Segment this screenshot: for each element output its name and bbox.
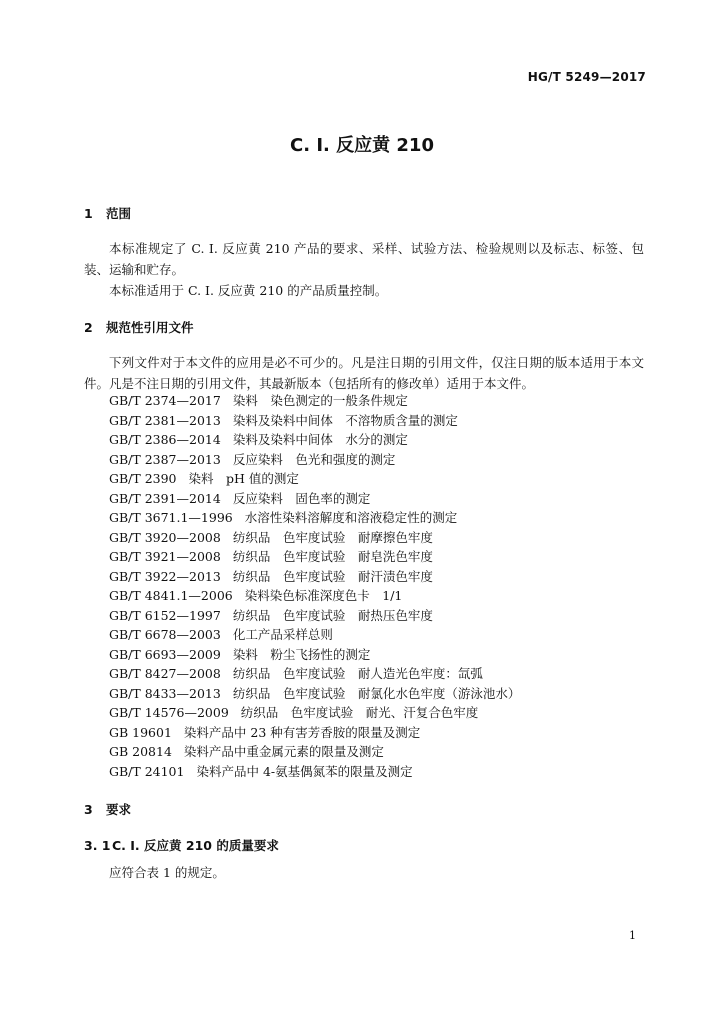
reference-code: GB/T 4841.1—2006 xyxy=(109,588,233,603)
reference-item xyxy=(109,450,520,470)
reference-code: GB/T 3920—2008 xyxy=(109,529,221,545)
reference-item xyxy=(109,703,520,723)
reference-code: GB/T 3671.1—1996 xyxy=(109,510,233,525)
reference-item xyxy=(109,547,520,567)
reference-title: 染料及染料中间体 水分的测定 xyxy=(232,432,408,447)
section-3-1-title: C. I. 反应黄 210 的质量要求 xyxy=(112,838,279,853)
reference-item xyxy=(109,567,520,587)
reference-code: GB/T 3922—2013 xyxy=(109,568,221,584)
section-2-heading xyxy=(84,318,194,336)
reference-item xyxy=(109,508,520,528)
reference-title: 染料产品中 23 种有害芳香胺的限量及测定 xyxy=(183,724,421,740)
reference-title: 纺织品 色牢度试验 耐热压色牢度 xyxy=(232,607,433,623)
reference-title: 染料及染料中间体 不溶物质含量的测定 xyxy=(232,412,458,428)
reference-title: 反应染料 色光和强度的测定 xyxy=(232,451,396,467)
reference-code: GB 19601 xyxy=(109,724,172,740)
reference-item xyxy=(109,742,520,762)
reference-item xyxy=(109,645,520,665)
document-title: C. I. 反应黄 210 xyxy=(290,135,434,156)
reference-item xyxy=(109,762,520,782)
reference-code: GB/T 2374—2017 xyxy=(109,393,221,408)
section-1-paragraph-1: 本标准规定了 C. I. 反应黄 210 产品的要求、采样、试验方法、检验规则以及标志、标签、包装、运输和贮存。 xyxy=(84,241,644,277)
reference-item xyxy=(109,684,520,704)
section-1-paragraph-2: 本标准适用于 C. I. 反应黄 210 的产品质量控制。 xyxy=(109,283,388,298)
section-2-intro: 下列文件对于本文件的应用是必不可少的。凡是注日期的引用文件，仅注日期的版本适用于本文件。凡是不注日期的引用文件，其最新版本（包括所有的修改单）适用于本文件。 xyxy=(84,355,644,391)
reference-title: 纺织品 色牢度试验 耐氯化水色牢度（游泳池水） xyxy=(232,685,521,701)
reference-title: 化工产品采样总则 xyxy=(232,627,333,642)
reference-item xyxy=(109,391,520,411)
reference-code: GB/T 2381—2013 xyxy=(109,412,221,428)
reference-code: GB/T 2390 xyxy=(109,471,177,486)
reference-item xyxy=(109,606,520,626)
reference-title: 染料 染色测定的一般条件规定 xyxy=(232,393,408,408)
section-3-1-text: 应符合表 1 的规定。 xyxy=(109,865,225,880)
reference-code: GB/T 2386—2014 xyxy=(109,432,221,447)
reference-title: 纺织品 色牢度试验 耐光、汗复合色牢度 xyxy=(240,705,479,720)
reference-title: 染料产品中重金属元素的限量及测定 xyxy=(183,744,384,759)
reference-title: 染料产品中 4-氨基偶氮苯的限量及测定 xyxy=(196,763,413,779)
reference-item xyxy=(109,469,520,489)
page-number: 1 xyxy=(629,929,636,942)
reference-title: 纺织品 色牢度试验 耐人造光色牢度：氙弧 xyxy=(232,666,483,681)
reference-code: GB/T 8433—2013 xyxy=(109,685,221,701)
reference-item xyxy=(109,625,520,645)
section-3-number: 3 xyxy=(84,802,93,817)
section-3-title: 要求 xyxy=(106,802,132,817)
reference-title: 染料 粉尘飞扬性的测定 xyxy=(232,646,371,662)
reference-title: 染料 pH 值的测定 xyxy=(188,471,299,486)
reference-code: GB/T 6152—1997 xyxy=(109,607,221,623)
section-1-number: 1 xyxy=(84,206,93,221)
reference-title: 纺织品 色牢度试验 耐汗渍色牢度 xyxy=(232,568,433,584)
reference-title: 纺织品 色牢度试验 耐摩擦色牢度 xyxy=(232,529,433,545)
section-2-title: 规范性引用文件 xyxy=(106,320,194,335)
reference-code: GB/T 3921—2008 xyxy=(109,549,221,564)
section-3-heading xyxy=(84,800,131,818)
reference-title: 纺织品 色牢度试验 耐皂洗色牢度 xyxy=(232,549,433,564)
reference-code: GB/T 24101 xyxy=(109,763,185,779)
reference-item xyxy=(109,723,520,743)
reference-code: GB/T 6678—2003 xyxy=(109,627,221,642)
reference-list xyxy=(109,391,520,781)
reference-item xyxy=(109,411,520,431)
reference-item xyxy=(109,528,520,548)
reference-code: GB/T 2387—2013 xyxy=(109,451,221,467)
section-3-1-number: 3. 1 xyxy=(84,838,111,853)
reference-code: GB/T 14576—2009 xyxy=(109,705,229,720)
reference-title: 水溶性染料溶解度和溶液稳定性的测定 xyxy=(244,510,458,525)
reference-item xyxy=(109,489,520,509)
reference-title: 反应染料 固色率的测定 xyxy=(232,490,371,506)
reference-item xyxy=(109,586,520,606)
reference-item xyxy=(109,430,520,450)
reference-code: GB/T 8427—2008 xyxy=(109,666,221,681)
standard-code: HG/T 5249—2017 xyxy=(527,70,646,84)
section-1-title: 范围 xyxy=(106,206,132,221)
reference-code: GB/T 2391—2014 xyxy=(109,490,221,506)
section-1-heading xyxy=(84,204,131,222)
reference-code: GB/T 6693—2009 xyxy=(109,646,221,662)
reference-item xyxy=(109,664,520,684)
reference-code: GB 20814 xyxy=(109,744,172,759)
section-2-number: 2 xyxy=(84,320,93,335)
reference-title: 染料染色标准深度色卡 1/1 xyxy=(244,588,403,603)
section-3-1-heading xyxy=(84,836,279,854)
